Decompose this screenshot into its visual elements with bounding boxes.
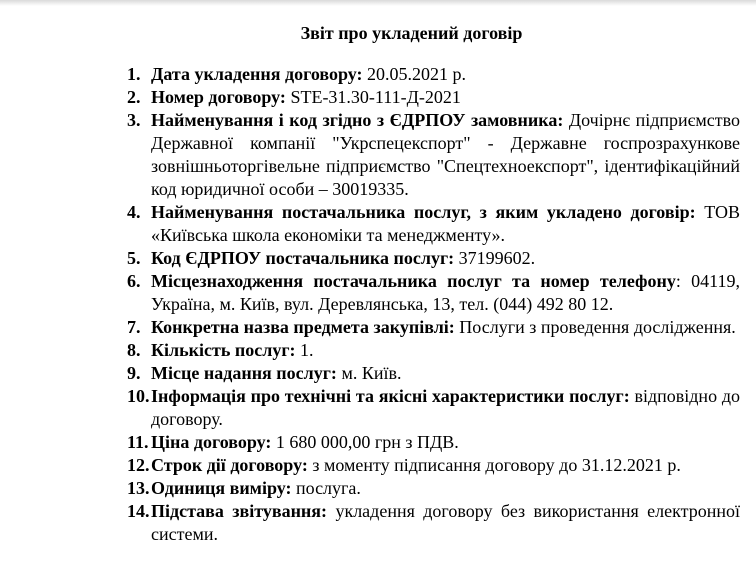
report-item xyxy=(127,339,740,362)
item-value: STE-31.30-111-Д-2021 xyxy=(285,87,461,107)
item-label: Найменування і код згідно з ЄДРПОУ замовника: xyxy=(151,110,564,130)
report-item xyxy=(127,477,740,500)
item-number: 1. xyxy=(127,64,141,84)
item-number: 11. xyxy=(127,432,149,452)
item-label: Підстава звітування: xyxy=(151,501,328,521)
item-label: Ціна договору: xyxy=(151,432,272,452)
report-item xyxy=(127,316,740,339)
item-number: 7. xyxy=(127,317,141,337)
item-number: 4. xyxy=(127,202,141,222)
item-label: Код ЄДРПОУ постачальника послуг: xyxy=(151,248,455,268)
item-value: укладення договору без використання електронної системи. xyxy=(151,501,740,544)
document-page xyxy=(127,21,740,546)
item-label: Місцезнаходження постачальника послуг та номер телефону xyxy=(151,271,676,291)
report-item xyxy=(127,431,740,454)
item-number: 5. xyxy=(127,248,141,268)
item-value: 1 680 000,00 грн з ПДВ. xyxy=(271,432,459,452)
page-top-edge-shadow xyxy=(0,0,756,6)
item-value: 37199602. xyxy=(454,248,536,268)
item-value: ТОВ «Київська школа економіки та менеджменту». xyxy=(151,202,740,245)
item-number: 2. xyxy=(127,87,141,107)
report-item xyxy=(127,63,740,86)
report-item xyxy=(127,109,740,201)
document-title: Звіт про укладений договір xyxy=(300,23,523,43)
item-value: м. Київ. xyxy=(336,363,402,383)
item-value: послуга. xyxy=(291,478,361,498)
report-item xyxy=(127,362,740,385)
item-label: Найменування постачальника послуг, з яким укладено договір: xyxy=(151,202,696,222)
report-item xyxy=(127,385,740,431)
item-number: 6. xyxy=(127,271,141,291)
item-value: Дочірнє підприємство Державної компанії "Укрспецекспорт" - Державне госпрозрахункове зовнішньоторгівельне підприємство "Спецтехноекспорт", ідентифікаційний код юридичної особи – 30019335. xyxy=(151,110,741,199)
item-label: Одиниця виміру: xyxy=(151,478,292,498)
item-value: Послуги з проведення дослідження. xyxy=(454,317,736,337)
item-value: з моменту підписання договору до 31.12.2021 р. xyxy=(307,455,681,475)
report-item xyxy=(127,201,740,247)
item-value: відповідно до договору. xyxy=(151,386,740,429)
item-label: Строк дії договору: xyxy=(151,455,308,475)
report-list xyxy=(127,63,740,546)
report-item xyxy=(127,270,740,316)
item-label: Кількість послуг: xyxy=(151,340,296,360)
report-item xyxy=(127,500,740,546)
item-label: Номер договору: xyxy=(151,87,286,107)
item-value: : 04119, Україна, м. Київ, вул. Деревлянська, 13, тел. (044) 492 80 12. xyxy=(151,271,740,314)
item-number: 9. xyxy=(127,363,141,383)
item-label: Дата укладення договору: xyxy=(151,64,363,84)
item-number: 12. xyxy=(127,455,150,475)
report-item xyxy=(127,86,740,109)
item-number: 14. xyxy=(127,501,150,521)
report-item xyxy=(127,247,740,270)
item-label: Конкретна назва предмета закупівлі: xyxy=(151,317,455,337)
item-number: 3. xyxy=(127,110,141,130)
item-number: 13. xyxy=(127,478,150,498)
report-item xyxy=(127,454,740,477)
item-label: Місце надання послуг: xyxy=(151,363,337,383)
item-number: 8. xyxy=(127,340,141,360)
item-label: Інформація про технічні та якісні характеристики послуг: xyxy=(151,386,630,406)
item-value: 20.05.2021 р. xyxy=(362,64,467,84)
item-number: 10. xyxy=(127,386,150,406)
item-value: 1. xyxy=(295,340,314,360)
